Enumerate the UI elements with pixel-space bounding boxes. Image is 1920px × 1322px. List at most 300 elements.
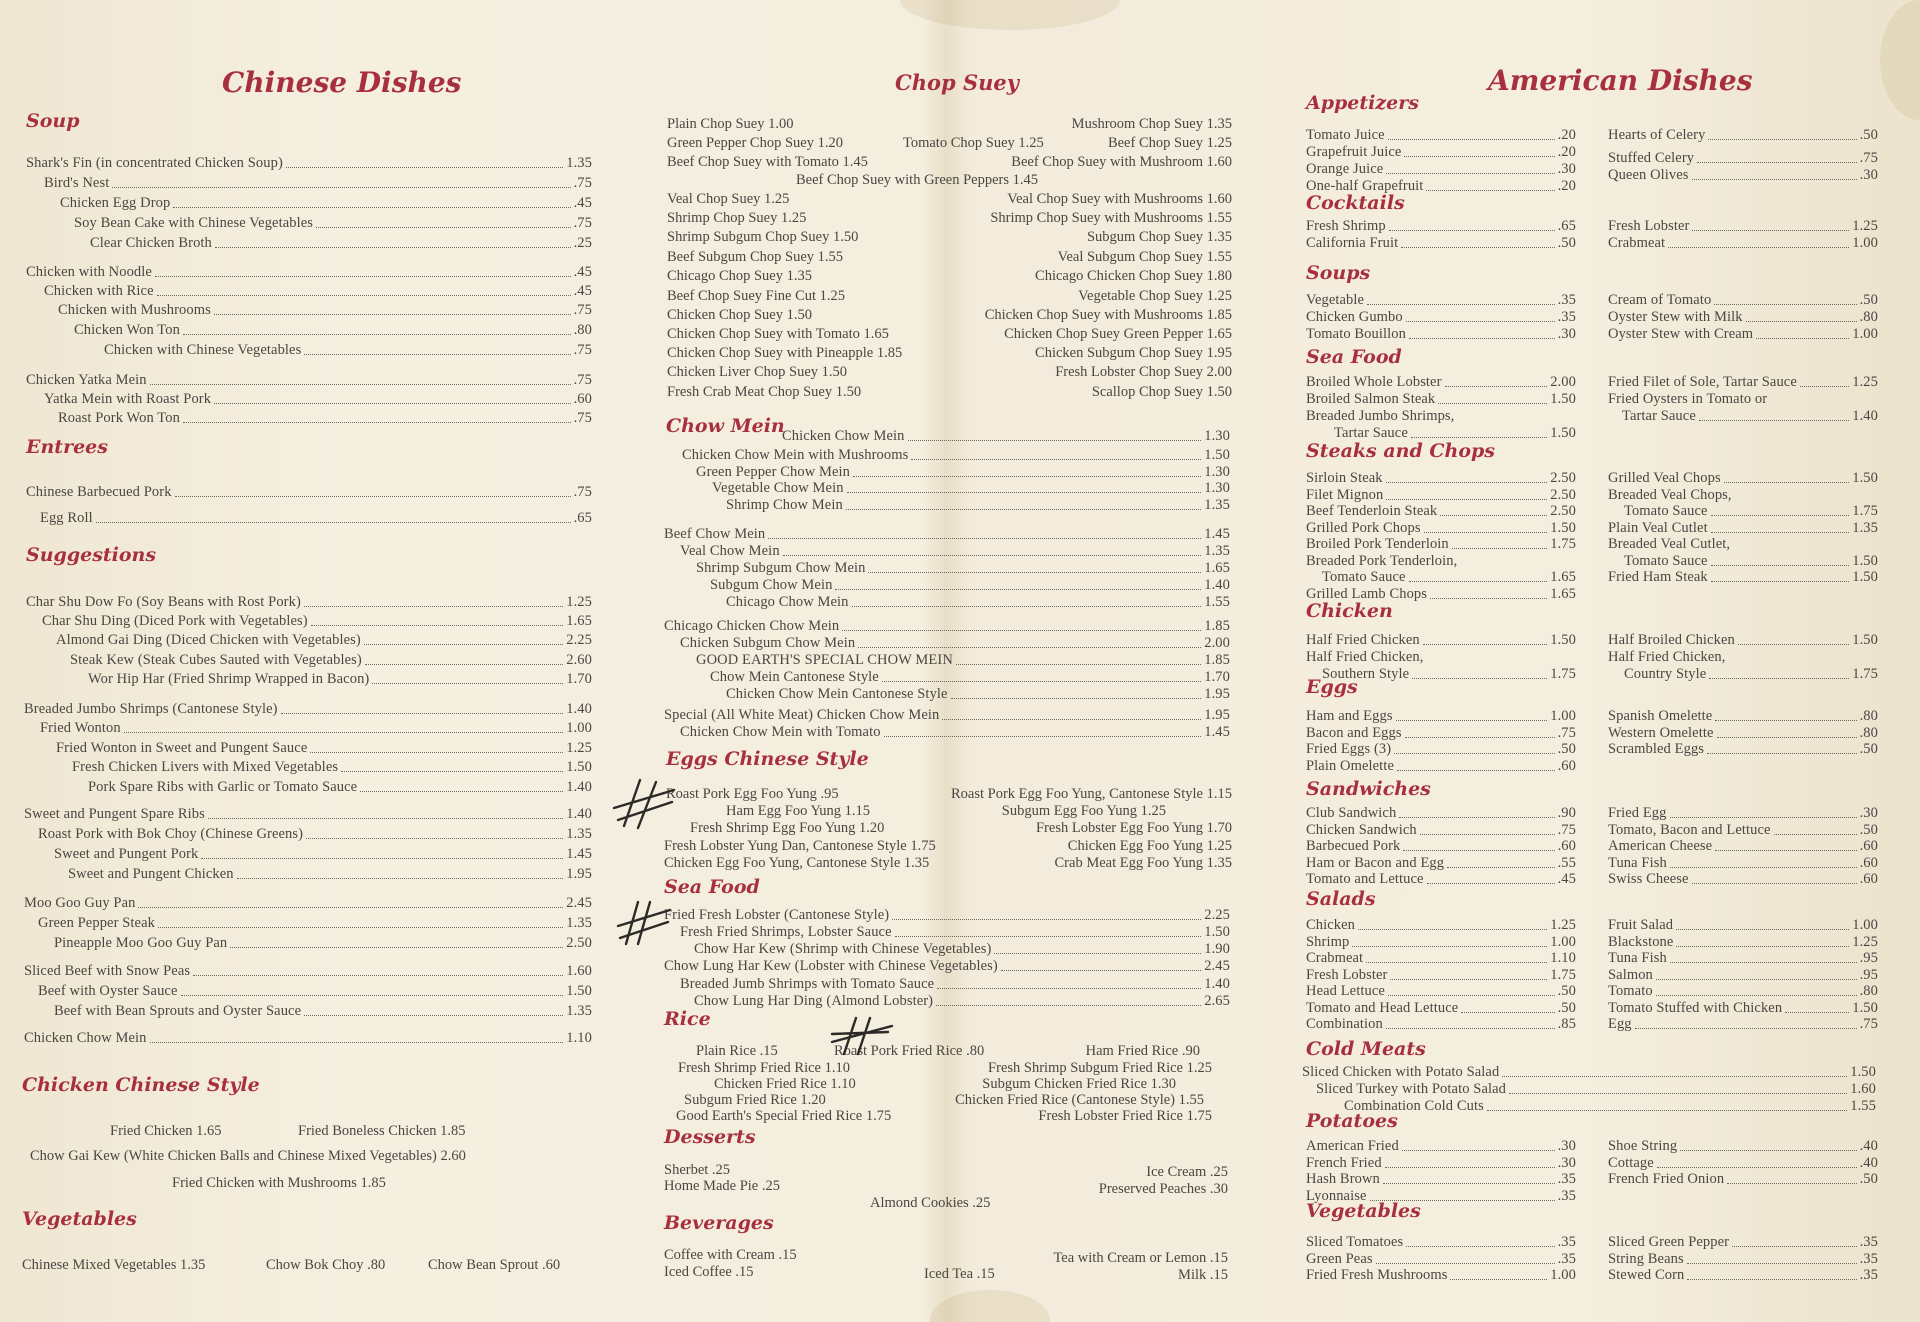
dot-leader	[183, 334, 571, 335]
dot-leader	[1724, 482, 1850, 483]
item-price: .35	[1859, 1251, 1878, 1267]
dot-leader	[1426, 190, 1554, 191]
item-price: 1.90	[1204, 941, 1230, 957]
desserts-heading: Desserts	[664, 1126, 756, 1148]
american-menu-item	[1608, 127, 1878, 143]
item-price: .95	[1859, 967, 1878, 983]
chop-suey-item: Chicken Chop Suey with Pineapple 1.85	[667, 345, 903, 361]
dot-leader	[1438, 403, 1547, 404]
american-menu-item	[1624, 553, 1878, 569]
item-price: .20	[1557, 178, 1576, 194]
item-price: 1.25	[1852, 218, 1878, 234]
item-price: .45	[1557, 871, 1576, 887]
item-name: Veal Chow Mein	[680, 543, 780, 559]
item-name: Club Sandwich	[1306, 805, 1397, 821]
dot-leader	[1388, 139, 1555, 140]
item-price: .50	[1557, 1000, 1576, 1016]
american-menu-item	[1608, 741, 1878, 757]
item-name: Broiled Whole Lobster	[1306, 374, 1442, 390]
item-price: .60	[1859, 838, 1878, 854]
dot-leader	[1711, 532, 1850, 533]
item-price: .30	[1859, 167, 1878, 183]
american-menu-item	[1306, 950, 1576, 966]
american-menu-item	[1608, 805, 1878, 821]
item-name: Tomato Juice	[1306, 127, 1385, 143]
dot-leader	[1386, 1028, 1555, 1029]
soup-item	[74, 322, 592, 338]
item-price: 1.65	[1550, 586, 1576, 602]
rice-item: Chicken Fried Rice 1.10	[714, 1076, 856, 1092]
item-name: Chicago Chicken Chow Mein	[664, 618, 840, 634]
suggestion-item	[42, 613, 592, 629]
american-menu-item	[1322, 666, 1576, 682]
item-name: Tomato Stuffed with Chicken	[1608, 1000, 1783, 1016]
item-name: Sliced Tomatoes	[1306, 1234, 1404, 1250]
suggestion-item	[24, 895, 592, 911]
item-name: Chinese Barbecued Pork	[26, 484, 172, 500]
suggestion-item	[54, 1003, 592, 1019]
item-name: Plain Omelette	[1306, 758, 1394, 774]
american-menu-item	[1306, 822, 1576, 838]
dot-leader	[1390, 979, 1547, 980]
item-price: .75	[1557, 725, 1576, 741]
chop-suey-item: Chicken Chop Suey Green Pepper 1.65	[1004, 326, 1232, 342]
american-menu-item	[1306, 292, 1576, 308]
dot-leader	[842, 630, 1201, 631]
chop-suey-item: Veal Chop Suey with Mushrooms 1.60	[1007, 191, 1232, 207]
dot-leader	[852, 606, 1202, 607]
item-name: Steak Kew (Steak Cubes Sauted with Vegetables)	[70, 652, 362, 668]
item-name: Shoe String	[1608, 1138, 1678, 1154]
dessert-item: Ice Cream .25	[1146, 1164, 1228, 1180]
dot-leader	[304, 606, 563, 607]
item-name: Grapefruit Juice	[1306, 144, 1402, 160]
item-name: Sliced Chicken with Potato Salad	[1302, 1064, 1500, 1080]
item-name: Pork Spare Ribs with Garlic or Tomato Sauce	[88, 779, 358, 795]
item-name: Sweet and Pungent Pork	[54, 846, 199, 862]
dot-leader	[1386, 173, 1554, 174]
american-menu-item	[1608, 871, 1878, 887]
item-name: Chicken Gumbo	[1306, 309, 1403, 325]
item-price: 2.00	[1550, 374, 1576, 390]
item-price: 1.35	[566, 1003, 592, 1019]
item-name: Fried Oysters in Tomato or	[1608, 391, 1768, 407]
item-name: Chow Har Kew (Shrimp with Chinese Vegetables)	[694, 941, 992, 957]
egg-dish-item: Roast Pork Egg Foo Yung .95	[666, 786, 839, 802]
american-menu-item	[1306, 1138, 1576, 1154]
chop-suey-item: Chicago Chop Suey 1.35	[667, 268, 812, 284]
item-name: Tomato Sauce	[1322, 569, 1406, 585]
beverage-item: Iced Coffee .15	[664, 1264, 754, 1280]
american-menu-item	[1608, 855, 1878, 871]
item-name: Chicago Chow Mein	[726, 594, 849, 610]
item-price: 1.50	[1852, 569, 1878, 585]
item-price: 2.50	[1550, 470, 1576, 486]
chop-suey-item: Chicken Chop Suey 1.50	[667, 307, 812, 323]
item-name: Tomato Sauce	[1624, 503, 1708, 519]
chop-suey-item: Chicken Chop Suey with Tomato 1.65	[667, 326, 889, 342]
salads-heading: Salads	[1306, 888, 1376, 910]
rice-item: Chicken Fried Rice (Cantonese Style) 1.55	[955, 1092, 1204, 1108]
item-price: .75	[573, 484, 592, 500]
item-name: Chicken Sandwich	[1306, 822, 1417, 838]
dot-leader	[1692, 179, 1857, 180]
item-name: Moo Goo Guy Pan	[24, 895, 136, 911]
item-price: .30	[1557, 1155, 1576, 1171]
item-name: Sweet and Pungent Spare Ribs	[24, 806, 205, 822]
item-name: Chicken with Noodle	[26, 264, 152, 280]
item-name: Hearts of Celery	[1608, 127, 1706, 143]
item-name: Southern Style	[1322, 666, 1410, 682]
dot-leader	[237, 878, 564, 879]
item-name: Grilled Lamb Chops	[1306, 586, 1428, 602]
item-price: 1.50	[1550, 425, 1576, 441]
item-price: 1.40	[1204, 577, 1230, 593]
item-price: 1.50	[1852, 553, 1878, 569]
item-price: 1.00	[1852, 326, 1878, 342]
dot-leader	[1711, 565, 1850, 566]
american-menu-item	[1608, 967, 1878, 983]
item-name: Queen Olives	[1608, 167, 1689, 183]
dessert-item: Almond Cookies .25	[870, 1195, 991, 1211]
item-name: Chicken Chow Mein with Mushrooms	[682, 447, 909, 463]
item-name: Fresh Lobster	[1608, 218, 1690, 234]
american-menu-item	[1608, 391, 1878, 407]
american-menu-item	[1306, 741, 1576, 757]
dot-leader	[341, 771, 563, 772]
dot-leader	[892, 919, 1201, 920]
american-menu-item	[1608, 487, 1878, 503]
rice-item: Fresh Shrimp Subgum Fried Rice 1.25	[988, 1060, 1212, 1076]
dot-leader	[304, 354, 570, 355]
item-price: .55	[1557, 855, 1576, 871]
item-price: .60	[1859, 855, 1878, 871]
item-name: Special (All White Meat) Chicken Chow Mein	[664, 707, 940, 723]
dot-leader	[173, 207, 570, 208]
item-name: Fried Eggs (3)	[1306, 741, 1392, 757]
item-name: Fried Egg	[1608, 805, 1667, 821]
item-price: .35	[1557, 1251, 1576, 1267]
item-name: Beef Tenderloin Steak	[1306, 503, 1438, 519]
dot-leader	[911, 459, 1201, 460]
item-name: Filet Mignon	[1306, 487, 1384, 503]
dot-leader	[372, 683, 563, 684]
item-price: 1.95	[1204, 686, 1230, 702]
suggestion-item	[38, 915, 592, 931]
dot-leader	[1427, 883, 1555, 884]
handwritten-tally-mark	[826, 1012, 896, 1058]
item-name: Fried Wonton in Sweet and Pungent Sauce	[56, 740, 308, 756]
dot-leader	[150, 1042, 564, 1043]
american-menu-item	[1608, 218, 1878, 234]
item-price: .95	[1859, 950, 1878, 966]
item-name: Chicken with Mushrooms	[58, 302, 211, 318]
item-price: .90	[1557, 805, 1576, 821]
american-menu-item	[1608, 536, 1878, 552]
item-name: Soy Bean Cake with Chinese Vegetables	[74, 215, 314, 231]
item-name: Cottage	[1608, 1155, 1654, 1171]
item-name: Bacon and Eggs	[1306, 725, 1402, 741]
beverage-item: Tea with Cream or Lemon .15	[1053, 1250, 1228, 1266]
american-menu-item	[1306, 391, 1576, 407]
dot-leader	[994, 953, 1201, 954]
paper-stain	[930, 1290, 1050, 1322]
american-menu-item	[1306, 553, 1576, 569]
american-menu-item	[1306, 235, 1576, 251]
dot-leader	[138, 907, 563, 908]
sandwiches-heading: Sandwiches	[1306, 778, 1431, 800]
item-price: .80	[573, 322, 592, 338]
item-name: Yatka Mein with Roast Pork	[44, 391, 212, 407]
dot-leader	[310, 752, 563, 753]
dot-leader	[835, 589, 1201, 590]
steaks-and-chops-heading: Steaks and Chops	[1306, 440, 1495, 462]
chow-mein-item	[696, 652, 1230, 668]
soup-item	[60, 195, 592, 211]
american-menu-item	[1608, 1267, 1878, 1283]
dot-leader	[311, 625, 564, 626]
dot-leader	[150, 384, 571, 385]
dot-leader	[124, 732, 563, 733]
item-name: Bird's Nest	[44, 175, 110, 191]
dot-leader	[214, 314, 571, 315]
dot-leader	[1656, 995, 1857, 996]
soup-item	[44, 175, 592, 191]
chow-mein-item	[710, 577, 1230, 593]
item-price: 1.00	[566, 720, 592, 736]
dot-leader	[1670, 817, 1857, 818]
american-menu-item	[1306, 871, 1576, 887]
dot-leader	[155, 276, 571, 277]
item-name: Oyster Stew with Milk	[1608, 309, 1743, 325]
chicken-heading: Chicken	[1306, 600, 1393, 622]
item-name: Breaded Jumb Shrimps with Tomato Sauce	[680, 976, 935, 992]
dot-leader	[183, 422, 571, 423]
item-name: Shark's Fin (in concentrated Chicken Soup)	[26, 155, 283, 171]
egg-dish-item: Chicken Egg Foo Yung, Cantonese Style 1.35	[664, 855, 930, 871]
sea-food-heading: Sea Food	[1306, 346, 1402, 368]
dot-leader	[1461, 1012, 1554, 1013]
dot-leader	[1401, 247, 1554, 248]
entrees-heading: Entrees	[26, 436, 108, 458]
dot-leader	[1502, 1076, 1847, 1077]
sea-food-item	[680, 976, 1230, 992]
item-name: Clear Chicken Broth	[90, 235, 212, 251]
dot-leader	[1389, 230, 1555, 231]
suggestion-item	[56, 632, 592, 648]
chow-mein-item	[680, 635, 1230, 651]
dot-leader	[1668, 247, 1849, 248]
dot-leader	[1738, 644, 1849, 645]
chow-mein-item	[696, 464, 1230, 480]
dot-leader	[1358, 929, 1547, 930]
item-price: .30	[1557, 161, 1576, 177]
rice-item: Ham Fried Rice .90	[1085, 1043, 1200, 1059]
item-name: Lyonnaise	[1306, 1188, 1367, 1204]
dot-leader	[215, 247, 571, 248]
american-menu-item	[1608, 649, 1878, 665]
item-price: 1.25	[566, 594, 592, 610]
american-menu-item	[1624, 503, 1878, 519]
item-name: Scrambled Eggs	[1608, 741, 1705, 757]
chow-mein-item	[782, 428, 1230, 444]
dot-leader	[230, 947, 563, 948]
item-price: 2.25	[566, 632, 592, 648]
item-price: 2.50	[1550, 487, 1576, 503]
american-menu-item	[1608, 1251, 1878, 1267]
chop-suey-title: Chop Suey	[895, 70, 1019, 95]
american-menu-item	[1306, 855, 1576, 871]
dot-leader	[1403, 850, 1554, 851]
rice-item: Plain Rice .15	[696, 1043, 778, 1059]
item-name: Chow Lung Har Ding (Almond Lobster)	[694, 993, 934, 1009]
chop-suey-item: Tomato Chop Suey 1.25	[903, 135, 1044, 151]
suggestions-heading: Suggestions	[26, 544, 157, 566]
cold-meat-item	[1344, 1098, 1876, 1114]
item-price: .50	[1859, 292, 1878, 308]
dot-leader	[181, 995, 564, 996]
item-price: .35	[1557, 292, 1576, 308]
egg-dish-item: Fresh Shrimp Egg Foo Yung 1.20	[690, 820, 885, 836]
item-price: .50	[1557, 741, 1576, 757]
american-menu-item	[1306, 161, 1576, 177]
egg-dish-item: Subgum Egg Foo Yung 1.25	[1001, 803, 1166, 819]
american-menu-item	[1608, 309, 1878, 325]
suggestion-item	[24, 806, 592, 822]
dot-leader	[112, 187, 570, 188]
chicken-line: Chow Gai Kew (White Chicken Balls and Chinese Mixed Vegetables) 2.60	[30, 1148, 466, 1164]
item-price: 1.50	[566, 983, 592, 999]
item-price: 2.00	[1204, 635, 1230, 651]
soup-item	[90, 235, 592, 251]
item-name: Chicken	[1306, 917, 1356, 933]
item-name: Half Fried Chicken,	[1306, 649, 1424, 665]
chop-suey-item: Fresh Lobster Chop Suey 2.00	[1055, 364, 1232, 380]
egg-dish-item: Fresh Lobster Yung Dan, Cantonese Style 1.75	[664, 838, 936, 854]
item-price: 2.25	[1204, 907, 1230, 923]
item-name: Fried Ham Steak	[1608, 569, 1708, 585]
american-menu-item	[1306, 309, 1576, 325]
item-name: Tuna Fish	[1608, 855, 1667, 871]
item-name: Spanish Omelette	[1608, 708, 1713, 724]
dot-leader	[847, 492, 1202, 493]
item-price: .60	[573, 391, 592, 407]
item-name: Plain Veal Cutlet	[1608, 520, 1708, 536]
item-name: Country Style	[1624, 666, 1707, 682]
item-name: Vegetable	[1306, 292, 1365, 308]
suggestion-item	[72, 759, 592, 775]
item-price: .50	[1557, 235, 1576, 251]
entree-item	[26, 484, 592, 500]
item-price: .75	[573, 372, 592, 388]
dot-leader	[158, 927, 563, 928]
dot-leader	[1445, 386, 1548, 387]
soup-item	[58, 410, 592, 426]
cold-meat-item	[1302, 1064, 1876, 1080]
item-name: Shrimp Chow Mein	[726, 497, 843, 513]
item-price: 1.35	[566, 915, 592, 931]
dot-leader	[286, 167, 563, 168]
dot-leader	[1452, 548, 1547, 549]
american-menu-item	[1306, 708, 1576, 724]
item-name: Tomato Sauce	[1624, 553, 1708, 569]
suggestion-item	[68, 866, 592, 882]
item-price: 1.70	[1204, 669, 1230, 685]
item-name: Roast Pork Won Ton	[58, 410, 180, 426]
item-name: Breaded Jumbo Shrimps (Cantonese Style)	[24, 701, 278, 717]
dot-leader	[1420, 834, 1555, 835]
dot-leader	[157, 295, 571, 296]
item-price: 1.75	[1852, 666, 1878, 682]
item-price: .75	[573, 302, 592, 318]
item-price: .40	[1859, 1155, 1878, 1171]
item-name: Shrimp Subgum Chow Mein	[696, 560, 866, 576]
dot-leader	[193, 975, 563, 976]
item-name: Green Peas	[1306, 1251, 1373, 1267]
dot-leader	[1404, 156, 1554, 157]
american-menu-item	[1306, 520, 1576, 536]
item-price: 1.75	[1550, 967, 1576, 983]
dot-leader	[1423, 644, 1547, 645]
chop-suey-item: Scallop Chop Suey 1.50	[1091, 384, 1232, 400]
item-name: Broiled Salmon Steak	[1306, 391, 1436, 407]
item-price: 1.00	[1550, 1267, 1576, 1283]
item-price: 1.40	[566, 701, 592, 717]
item-name: Beef Chow Mein	[664, 526, 766, 542]
dot-leader	[1715, 850, 1856, 851]
dot-leader	[1388, 995, 1555, 996]
dot-leader	[316, 227, 571, 228]
item-name: French Fried Onion	[1608, 1171, 1725, 1187]
dot-leader	[1366, 962, 1547, 963]
item-price: 1.60	[566, 963, 592, 979]
dot-leader	[1711, 515, 1850, 516]
dot-leader	[1406, 321, 1555, 322]
suggestion-item	[54, 935, 592, 951]
american-menu-item	[1608, 235, 1878, 251]
american-menu-item	[1306, 805, 1576, 821]
dot-leader	[1394, 753, 1554, 754]
soup-item	[26, 264, 592, 280]
beverages-heading: Beverages	[664, 1212, 774, 1234]
item-price: .35	[1557, 1188, 1576, 1204]
egg-dish-item: Ham Egg Foo Yung 1.15	[726, 803, 871, 819]
item-price: .50	[1859, 822, 1878, 838]
item-name: Tuna Fish	[1608, 950, 1667, 966]
item-name: Roast Pork with Bok Choy (Chinese Greens)	[38, 826, 304, 842]
item-price: .80	[1859, 309, 1878, 325]
american-menu-item	[1306, 934, 1576, 950]
paper-stain	[900, 0, 1120, 30]
item-name: Egg	[1608, 1016, 1632, 1032]
item-name: Tomato	[1608, 983, 1653, 999]
chop-suey-item: Beef Chop Suey with Mushroom 1.60	[1011, 154, 1232, 170]
handwritten-tally-mark	[610, 772, 680, 832]
item-price: 2.50	[1550, 503, 1576, 519]
dot-leader	[783, 555, 1202, 556]
chicken-line: Fried Chicken 1.65	[110, 1123, 222, 1139]
american-menu-item	[1608, 934, 1878, 950]
chow-mein-item	[726, 497, 1230, 513]
item-name: Chicken with Rice	[44, 283, 154, 299]
dot-leader	[1670, 867, 1857, 868]
chop-suey-item: Shrimp Chop Suey 1.25	[667, 210, 807, 226]
item-price: .35	[1557, 309, 1576, 325]
dot-leader	[1732, 1246, 1856, 1247]
american-menu-item	[1306, 326, 1576, 342]
dot-leader	[1635, 1028, 1857, 1029]
item-name: Chow Mein Cantonese Style	[710, 669, 879, 685]
